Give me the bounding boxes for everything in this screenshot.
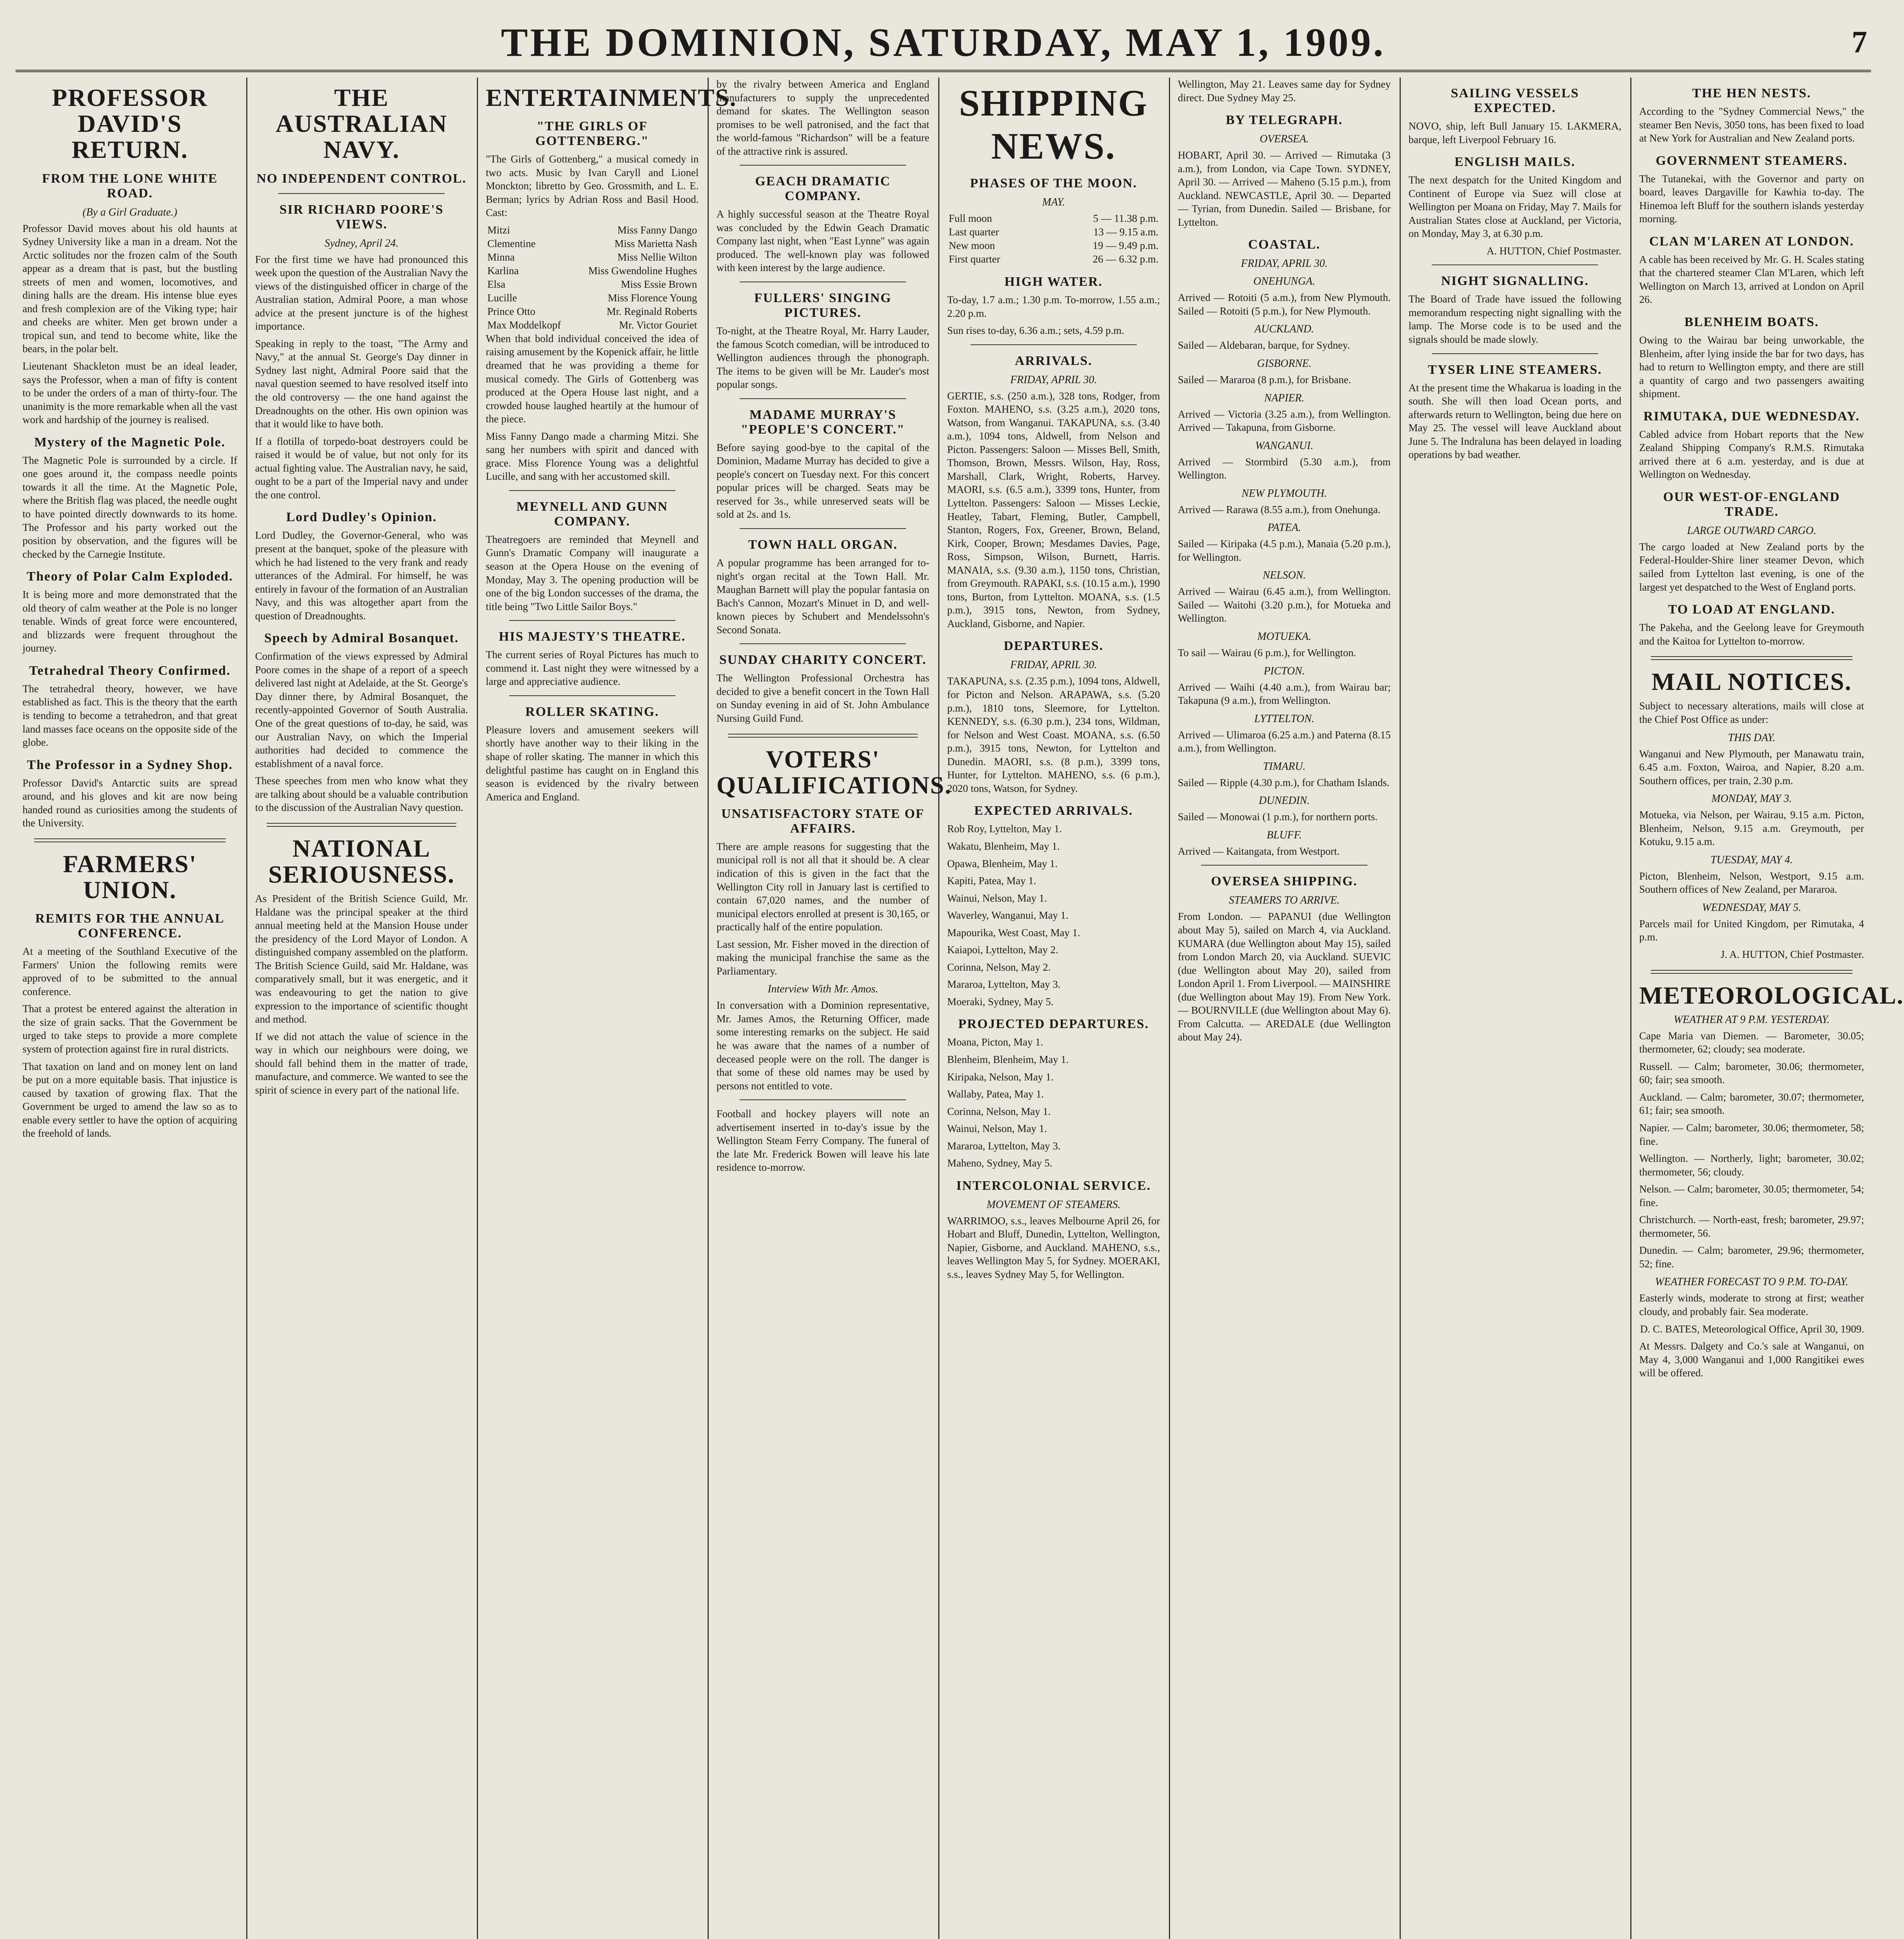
article-paragraph: From London. — PAPANUI (due Wellington about May 5), sailed on March 4, via Auckland. KUMARA (due Wellington about May 15), sailed from London March 20, via Auckland. SUEVIC (due Wellington about May 20), sailed from London April 1. From Liverpool. — MAINSHIRE (due Wellington about May 19). From New York. — BOURNVILLE (due Wellington about May 6). From Calcutta. — AREDALE (due Wellington about May 24). [1178,911,1391,1043]
article-paragraph: If a flotilla of torpedo-boat destroyers could be raised it would be of value, but not only for its actual fighting value. The Australian navy, he said, ought to be a part of the Imperial navy and under the one control. [255,435,468,501]
article-paragraph: "The Girls of Gottenberg," a musical comedy in two acts. Music by Ivan Caryll and Lionel Monckton; libretto by Geo. Grossmith, and L. E. Berman; lyrics by Adrian Ross and Basil Hood. Cast: [486,153,699,219]
article-paragraph: The cargo loaded at New Zealand ports by the Federal-Houlder-Shire liner steamer Devon, which sailed from Lyttelton last evening, is one of the largest yet despatched to the West of England ports. [1639,541,1864,593]
article-paragraph: To-night, at the Theatre Royal, Mr. Harry Lauder, the famous Scotch comedian, will be introduced to Wellington audiences through the phonograph. The items to be given will be Mr. Lauder's most popular songs. [716,325,929,391]
cast-row [486,223,699,237]
article-paragraph: It is being more and more demonstrated that the old theory of calm weather at the Pole is no longer tenable. Winds of great force were encountered, and blizzards were frequent throughout the journey. [22,589,237,654]
port-name: PATEA. [1267,522,1301,534]
cast-row [486,264,699,278]
projected-departures-list [947,1035,1160,1170]
weather-station: Auckland. — Calm; barometer, 30.07; thermometer, 61; fair; sea smooth. [1639,1091,1864,1116]
expected-arrivals-list [947,822,1160,1008]
weather-station: Nelson. — Calm; barometer, 30.05; thermometer, 54; fine. [1639,1183,1864,1208]
section-heading: MADAME MURRAY'S "PEOPLE'S CONCERT." [741,407,905,437]
article-paragraph: The Tutanekai, with the Governor and party on board, leaves Dargaville for Kawhia to-day. The Hinemoa left Bluff for the southern islands yesterday morning. [1639,173,1864,225]
article-headline: MAIL NOTICES. [1651,668,1852,696]
article-subheading: FROM THE LONE WHITE ROAD. [42,171,218,200]
article-paragraph: At Messrs. Dalgety and Co.'s sale at Wanganui, on May 4, 3,000 Wanganui and 1,000 Rangitikei ewes will be offered. [1639,1340,1864,1379]
article-paragraph: At the present time the Whakarua is loading in the south. She will then load Ocean ports, and afterwards return to Wellington, being due here on May 25. The vessel will leave Auckland about June 5. The Indraluna has been delayed in loading operations by bad weather. [1409,382,1621,461]
section-heading: Tetrahedral Theory Confirmed. [29,663,231,678]
weather-station: Russell. — Calm; barometer, 30.06; thermometer, 60; fair; sea smooth. [1639,1060,1864,1086]
section-heading: TYSER LINE STEAMERS. [1428,362,1602,377]
divider [267,823,456,827]
section-heading: BLENHEIM BOATS. [1684,315,1819,330]
date-label: FRIDAY, APRIL 30. [1241,257,1328,270]
performer: Miss Nellie Wilton [617,251,697,263]
role: Karlina [487,264,519,277]
column-4 [709,78,952,1939]
divider [740,643,906,644]
divider [970,344,1137,345]
article-paragraph: WARRIMOO, s.s., leaves Melbourne April 26, for Hobart and Bluff, Dunedin, Lyttelton, Wellington, Napier, Gisborne, and Auckland. MAHENO, s.s., leaves Wellington May 5, for Sydney. MOERAKI, s.s., leaves Sydney May 5, for Wellington. [947,1215,1160,1280]
list-item: Corinna, Nelson, May 2. [947,961,1051,973]
divider [740,165,906,166]
phase-time: 26 — 6.32 p.m. [1093,253,1158,265]
mail-detail: Wanganui and New Plymouth, per Manawatu train, 6.45 a.m. Foxton, Wairoa, and Napier, 8.20 a.m. Southern offices, per train, 2.30 p.m. [1639,748,1864,786]
column-1 [16,78,244,1939]
mail-day: TUESDAY, MAY 4. [1710,854,1793,866]
column-8 [1632,78,1904,1939]
article-paragraph: The Magnetic Pole is surrounded by a circle. If one goes around it, the compass needle points towards it all the time. At the Magnetic Pole, where the British flag was placed, the needle ought to have pointed directly downwards to its home. The Professor and his party worked out the position by observation, and the figures will be checked by the Carnegie Institute. [22,454,237,560]
article-paragraph: Lieutenant Shackleton must be an ideal leader, says the Professor, when a man of fifty is content to be under the orders of a man of thirty-four. The unanimity is the more remarkable when all the vast work and hardship of the journey is realised. [22,360,237,426]
masthead [16,12,1871,72]
section-heading: DEPARTURES. [1003,639,1104,653]
port-name: DUNEDIN. [1258,795,1310,807]
section-heading: MEYNELL AND GUNN COMPANY. [516,499,668,529]
port-report: Arrived — Stormbird (5.30 a.m.), from Wellington. [1178,456,1391,481]
port-report: Arrived — Waihi (4.40 a.m.), from Wairau bar; Takapuna (9 a.m.), from Wellington. [1178,681,1391,707]
article-paragraph: Professor David's Antarctic suits are spread around, and his gloves and kit are now being handed round as curiosities among the students of the University. [22,777,237,829]
article-paragraph: That a protest be entered against the alteration in the size of grain sacks. That the Government be urged to take steps to provide a more complete system of protection against fire in rural districts. [22,1003,237,1055]
port-report: Sailed — Ripple (4.30 p.m.), for Chatham Islands. [1178,776,1390,788]
article-paragraph: There are ample reasons for suggesting that the municipal roll is not all that it should be. A clear indication of this is given in the fact that the Wellington City roll in January last is certified to contain 67,020 names, and the number of municipal electors enrolled at present is 30,165, or practically half of the entire population. [716,840,929,933]
port-name: WANGANUI. [1255,439,1314,452]
newspaper-title: THE DOMINION, SATURDAY, MAY 1, 1909. [501,20,1386,65]
article-subheading: SIR RICHARD POORE'S VIEWS. [279,202,444,232]
section-subheading: WEATHER AT 9 P.M. YESTERDAY. [1673,1013,1830,1026]
article-paragraph: The current series of Royal Pictures has much to commend it. Last night they were witnessed by a large and appreciative audience. [486,649,699,688]
article-paragraph: The tetrahedral theory, however, we have established as fact. This is the theory that the earth is tending to become a tetrahedron, and that great land masses face oceans on the opposite side of the globe. [22,683,237,748]
column-5 [940,78,1167,1939]
phase-time: 5 — 11.38 p.m. [1093,213,1158,224]
port-report: Arrived — Victoria (3.25 a.m.), from Wellington. Arrived — Takapuna, from Gisborne. [1178,408,1391,434]
section-heading: Speech by Admiral Bosanquet. [264,631,459,646]
column-2 [248,78,475,1939]
weather-station: Wellington. — Northerly, light; barometer, 30.02; thermometer, 56; cloudy. [1639,1153,1864,1178]
port-report: Sailed — Monowai (1 p.m.), for northern ports. [1178,811,1378,823]
article-paragraph: Wellington, May 21. Leaves same day for Sydney direct. Due Sydney May 25. [1178,78,1391,104]
port-report: Sailed — Kiripaka (4.5 p.m.), Manaia (5.20 p.m.), for Wellington. [1178,538,1391,563]
signature: D. C. BATES, Meteorological Office, April 30, 1909. [1640,1323,1864,1335]
divider [509,695,675,696]
date-label: FRIDAY, APRIL 30. [1010,373,1097,386]
article-paragraph: The next despatch for the United Kingdom and Continent of Europe via Suez will close at Wellington per Moana on Friday, May 7. Mails for Australian States close at Auckland, per Victoria, on Monday, May 3, at 6.30 p.m. [1409,174,1621,240]
phase: New moon [949,240,995,251]
moon-row [947,225,1160,239]
port-report: To sail — Wairau (6 p.m.), for Wellington. [1178,647,1356,659]
column-rule [708,78,709,1939]
section-heading: EXPECTED ARRIVALS. [974,804,1133,818]
divider [278,193,445,194]
divider [1201,865,1367,866]
section-heading: OUR WEST-OF-ENGLAND TRADE. [1663,489,1840,519]
list-item: Wainui, Nelson, May 1. [947,1123,1047,1135]
dateline: Sydney, April 24. [325,237,399,249]
divider [740,1099,906,1100]
list-item: Waverley, Wanganui, May 1. [947,909,1069,921]
article-paragraph: In conversation with a Dominion representative, Mr. James Amos, the Returning Officer, made some interesting remarks on the subject. He said he was aware that the names of a number of deceased people were on the roll. The danger is that some of these old names may be used by persons not entitled to vote. [716,999,929,1092]
mail-day: THIS DAY. [1728,731,1775,744]
article-paragraph: A highly successful season at the Theatre Royal was concluded by the Edwin Geach Dramatic Company last night, when "East Lynne" was again produced. The well-known play was followed with keen interest by the large audience. [716,208,929,274]
port-report: Arrived — Kaitangata, from Westport. [1178,845,1340,857]
sun-times: Sun rises to-day, 6.36 a.m.; sets, 4.59 p.m. [947,325,1124,337]
column-rule [246,78,247,1939]
section-heading: BY TELEGRAPH. [1226,113,1343,128]
section-subheading: MOVEMENT OF STEAMERS. [986,1198,1121,1211]
section-heading: ENGLISH MAILS. [1454,155,1576,169]
article-paragraph: For the first time we have had pronounced this week upon the question of the Australian Navy the views of the distinguished officer in charge of the Australian station, Admiral Poore, a man whose advice at the present juncture is of the highest importance. [255,253,468,332]
cast-list [486,223,699,332]
article-headline: NATIONAL SERIOUSNESS. [268,834,455,888]
column-6 [1171,78,1398,1939]
section-heading: PHASES OF THE MOON. [970,176,1137,190]
article-paragraph: Confirmation of the views expressed by Admiral Poore comes in the shape of a report of a speech delivered last night at Adelaide, at the St. George's Day dinner there, by Admiral Bosanquet, the recently-appointed Governor of South Australia. One of the great questions of to-day, he said, was our Australian Navy, on which the Imperial authorities had decided to commence the establishment of a naval force. [255,650,468,769]
section-subheading: WEATHER FORECAST TO 9 P.M. TO-DAY. [1655,1276,1849,1288]
weather-station: Christchurch. — North-east, fresh; barometer, 29.97; thermometer, 56. [1639,1214,1864,1239]
section-heading: ARRIVALS. [1015,353,1093,368]
article-paragraph: According to the "Sydney Commercial News," the steamer Ben Nevis, 3050 tons, has been fixed to load at New York for Australian and New Zealand ports. [1639,105,1864,144]
article-paragraph: The Wellington Professional Orchestra has decided to give a benefit concert in the Town Hall on Sunday evening in aid of St. John Ambulance Nursing Guild Fund. [716,672,929,724]
column-rule [1630,78,1631,1939]
section-heading: TO LOAD AT ENGLAND. [1668,602,1835,617]
moon-phases-table [947,212,1160,266]
performer: Miss Fanny Dango [617,224,697,236]
list-item: Corinna, Nelson, May 1. [947,1105,1051,1117]
list-item: Mararoa, Lyttelton, May 3. [947,978,1061,990]
article-subheading: "THE GIRLS OF GOTTENBERG." [535,119,649,149]
article-subheading: REMITS FOR THE ANNUAL CONFERENCE. [35,911,225,941]
port-name: TIMARU. [1263,760,1306,772]
month-label: MAY. [1042,196,1065,208]
section-subheading: STEAMERS TO ARRIVE. [1229,894,1340,907]
port-report: Arrived — Wairau (6.45 a.m.), from Wellington. Sailed — Waitohi (3.20 p.m.), for Motueka and Wellington. [1178,586,1391,624]
port-name: NELSON. [1262,569,1306,582]
date-label: FRIDAY, APRIL 30. [1010,659,1097,671]
arrivals-text: GERTIE, s.s. (250 a.m.), 328 tons, Rodger, from Foxton. MAHENO, s.s. (3.25 a.m.), 2020 tons, Watson, from Wanganui. TAKAPUNA, s.s. (3.40 a.m.), 1094 tons, Aldwell, from Nelson and Picton. Passengers: Saloon — Misses Bell, Smith, Thomson, Brown, Messrs. Wilson, Hay, Ross, Marshall, Clark, Wright, Roberts, Harvey. MAORI, s.s. (6.5 a.m.), 3399 tons, Hunter, from Lyttelton. Passengers: Saloon — Misses Leckie, Heatley, Tabart, Fleming, Butler, Campbell, Stanton, Rogers, Fox, Greener, Brown, Beland, Kirk, Cooper, Brown; Mesdames Davies, Page, Ross, Simpson, Wilson, Burnett, Harris. MANAIA, s.s. (9.30 a.m.), 1150 tons, Christian, from Greymouth. RAPAKI, s.s. (10.15 a.m.), 1990 tons, Burton, from Lyttelton. MOANA, s.s. (1.5 p.m.), 3915 tons, Newton, from Sydney, Auckland, Gisborne, and Napier. [947,390,1160,629]
divider [1651,970,1852,974]
departures-text: TAKAPUNA, s.s. (2.35 p.m.), 1094 tons, Aldwell, for Picton and Nelson. ARAPAWA, s.s. (5.20 p.m.), 1810 tons, Sleemore, for Lyttelton. KENNEDY, s.s. (6.30 p.m.), 234 tons, Wildman, for Nelson and West Coast. MOANA, s.s. (6.50 p.m.), 3915 tons, Newton, for Lyttelton and Dunedin. MAORI, s.s. (8 p.m.), 3399 tons, Hunter, for Lyttelton. MAHENO, s.s. (6 p.m.), 2020 tons, Watson, for Sydney. [947,675,1160,794]
shipping-news-title: SHIPPING NEWS. [959,82,1148,167]
divider [509,620,675,621]
cast-row [486,318,699,332]
section-heading: NIGHT SIGNALLING. [1441,274,1589,289]
role: Max Moddelkopf [487,319,561,331]
mail-detail: Picton, Blenheim, Nelson, Westport, 9.15 a.m. Southern offices of New Zealand, per Mararoa. [1639,870,1864,895]
list-item: Rob Roy, Lyttelton, May 1. [947,823,1062,835]
role: Elsa [487,278,506,290]
list-item: Kiripaka, Nelson, May 1. [947,1071,1054,1083]
coastal-ports [1178,275,1391,858]
article-headline: METEOROLOGICAL. [1639,981,1904,1009]
article-headline: VOTERS' QUALIFICATIONS. [716,745,952,799]
section-heading: FULLERS' SINGING PICTURES. [754,291,892,320]
moon-row [947,239,1160,252]
article-paragraph: That taxation on land and on money lent on land be put on a more equitable basis. That injustice is caused by taxation of growing flax. That the Government be urged to amend the law so as to enable every settler to have the option of acquiring the freehold of lands. [22,1060,237,1139]
weather-station: Cape Maria van Diemen. — Barometer, 30.05; thermometer, 62; cloudy; sea moderate. [1639,1030,1864,1055]
section-subheading: LARGE OUTWARD CARGO. [1687,524,1816,537]
role: Prince Otto [487,305,535,317]
section-heading: Theory of Polar Calm Exploded. [26,569,233,584]
moon-row [947,252,1160,266]
port-name: PICTON. [1264,665,1305,677]
port-name: NAPIER. [1264,392,1305,404]
section-heading: HIGH WATER. [1004,275,1103,289]
section-heading: COASTAL. [1248,237,1321,252]
article-paragraph: The Pakeha, and the Geelong leave for Greymouth and the Kaitoa for Lyttelton to-morrow. [1639,622,1864,647]
list-item: Wallaby, Patea, May 1. [947,1088,1044,1100]
weather-reports [1639,1029,1864,1271]
column-7 [1402,78,1628,1939]
list-item: Maheno, Sydney, May 5. [947,1157,1053,1169]
section-heading: SAILING VESSELS EXPECTED. [1451,86,1579,115]
performer: Miss Essie Brown [621,278,697,290]
article-paragraph: Last session, Mr. Fisher moved in the direction of making the municipal franchise the same as the Parliamentary. [716,938,929,977]
cast-row [486,237,699,251]
port-report: Arrived — Rarawa (8.55 a.m.), from Onehunga. [1178,503,1381,515]
section-heading: PROJECTED DEPARTURES. [958,1017,1149,1032]
article-headline: THE AUSTRALIAN NAVY. [275,84,448,164]
port-name: LYTTELTON. [1254,712,1314,725]
port-name: MOTUEKA. [1257,631,1312,643]
list-item: Kaiapoi, Lyttelton, May 2. [947,944,1058,956]
section-heading: Lord Dudley's Opinion. [286,510,437,525]
weather-station: Dunedin. — Calm; barometer, 29.96; thermometer, 52; fine. [1639,1244,1864,1270]
performer: Miss Gwendoline Hughes [588,264,697,277]
article-paragraph: Theatregoers are reminded that Meynell and Gunn's Dramatic Company will inaugurate a season at the Opera House on the evening of Monday, May 3. The opening production will be one of the big London successes of the drama, the title being "Two Little Sailor Boys." [486,533,699,612]
article-paragraph: At a meeting of the Southland Executive of the Farmers' Union the following remits were approved of to be submitted to the annual conference. [22,945,237,997]
mail-detail: Motueka, via Nelson, per Wairau, 9.15 a.m. Picton, Blenheim, Nelson, 9.15 a.m. Greymouth, per Kotuku, 9.15 a.m. [1639,809,1864,848]
section-heading: THE HEN NESTS. [1692,86,1811,100]
mail-day: WEDNESDAY, MAY 5. [1702,901,1801,914]
column-rule [1400,78,1401,1939]
page-number: 7 [1852,25,1867,59]
port-name: NEW PLYMOUTH. [1241,487,1327,499]
article-paragraph: HOBART, April 30. — Arrived — Rimutaka (3 a.m.), from London, via Cape Town. SYDNEY, April 30. — Arrived — Maheno (5.15 p.m.), from Auckland. NEWCASTLE, April 30. — Departed — Tyrian, from Dunedin. Sailed — Brisbane, for Lyttelton. [1178,149,1391,228]
section-heading: OVERSEA SHIPPING. [1211,874,1358,889]
article-paragraph: Subject to necessary alterations, mails will close at the Chief Post Office as under: [1639,700,1864,725]
signature: A. HUTTON, Chief Postmaster. [1486,245,1621,257]
section-subheading: OVERSEA. [1260,133,1309,145]
column-rule [477,78,478,1939]
mail-schedule [1639,732,1864,944]
phase: First quarter [949,253,1000,265]
cast-row [486,251,699,264]
article-paragraph: A popular programme has been arranged for to-night's organ recital at the Town Hall. Mr. Maughan Barnett will play the popular fantasia on Bach's Cannon, Mozart's Minuet in D, and well-known pieces by Schubert and Mendelssohn's Second Sonata. [716,557,929,636]
phase: Last quarter [949,226,999,238]
article-paragraph: NOVO, ship, left Bull January 15. LAKMERA, barque, left Liverpool February 16. [1409,120,1621,145]
article-paragraph: Football and hockey players will note an advertisement inserted in to-day's issue by the Wellington Steam Ferry Company. The funeral of the late Mr. Frederick Bowen will leave his late residence to-morrow. [716,1108,929,1173]
article-paragraph: Before saying good-bye to the capital of the Dominion, Madame Murray has decided to give a people's concert on Tuesday next. For this concert popular prices will be charged. Seats may be reserved for 3s., while unreserved seats will be sold at 2s. and 1s. [716,441,929,520]
divider [1432,353,1598,354]
column-rule [938,78,939,1939]
article-headline: PROFESSOR DAVID'S RETURN. [52,84,208,164]
signature: J. A. HUTTON, Chief Postmaster. [1721,948,1864,960]
performer: Miss Marietta Nash [615,237,697,249]
divider [728,734,918,738]
section-heading: CLAN M'LAREN AT LONDON. [1649,234,1854,249]
cast-row [486,278,699,291]
list-item: Mapourika, West Coast, May 1. [947,926,1081,938]
list-item: Wainui, Nelson, May 1. [947,892,1047,904]
article-paragraph: Speaking in reply to the toast, "The Army and Navy," at the annual St. George's Day dinner in Sydney last night, Admiral Poore said that the naval question seemed to have resolved itself into the old controversy — the one hand against the Dreadnoughts on the other. His own opinion was that it would like to have both. [255,337,468,430]
byline: (By a Girl Graduate.) [82,206,178,218]
column-rule [1169,78,1170,1939]
port-name: ONEHUNGA. [1253,275,1315,288]
port-report: Arrived — Ulimaroa (6.25 a.m.) and Paterna (8.15 a.m.), from Wellington. [1178,729,1391,754]
list-item: Wakatu, Blenheim, May 1. [947,840,1060,852]
list-item: Moeraki, Sydney, May 5. [947,995,1054,1008]
article-paragraph: Professor David moves about his old haunts at Sydney University like a man in a dream. Not the Arctic solitudes nor the frozen calm of the South appear as a dream that is past, but the bustling streets of men and women, locomotives, and dining halls are the dream. His intense blue eyes and fresh complexion are of the Viking type; hair and cheeks are whiter. Men get brown under a tropical sun, and tend to become white, like the bears, in the polar belt. [22,222,237,355]
section-heading: GOVERNMENT STEAMERS. [1655,153,1848,168]
divider [1651,656,1852,660]
column-3 [479,78,737,1939]
role: Clementine [487,237,536,249]
port-name: AUCKLAND. [1254,323,1314,335]
article-subheading: UNSATISFACTORY STATE OF AFFAIRS. [721,806,925,836]
cast-row [486,291,699,305]
phase: Full moon [949,213,992,224]
phase-time: 13 — 9.15 a.m. [1093,226,1158,238]
port-name: GISBORNE. [1257,358,1312,370]
article-paragraph: The Board of Trade have issued the following memorandum respecting night signalling with the lamp. The Morse code is to be used and the signals should be made slowly. [1409,293,1621,346]
role: Lucille [487,292,517,304]
role: Minna [487,251,515,263]
port-report: Sailed — Mararoa (8 p.m.), for Brisbane. [1178,374,1351,386]
article-paragraph: Owing to the Wairau bar being unworkable, the Blenheim, after lying inside the bar for two days, has had to return to Wellington empty, and there are still a quantity of cargo and two passengers awaiting shipment. [1639,334,1864,400]
article-paragraph: These speeches from men who know what they are talking about should be a valuable contribution to the discussion of the Australian Navy question. [255,775,468,814]
performer: Miss Florence Young [608,292,697,304]
article-headline: ENTERTAINMENTS. [486,84,737,111]
mail-detail: Parcels mail for United Kingdom, per Rimutaka, 4 p.m. [1639,918,1864,943]
article-subheading: NO INDEPENDENT CONTROL. [256,171,467,186]
port-report: Sailed — Aldebaran, barque, for Sydney. [1178,339,1350,351]
divider [34,838,226,842]
article-paragraph: As President of the British Science Guild, Mr. Haldane was the principal speaker at the third annual meeting held at the Mansion House under the presidency of the Lord Mayor of London. A distinguished company assembled on the platform. The British Science Guild, said Mr. Haldane, was comparatively small, but it was energetic, and it was endeavouring to get the nation to give expression to the importance of scientific thought and method. [255,893,468,1025]
article-paragraph: by the rivalry between America and England manufacturers to supply the unprecedented demand for skates. The Wellington season promises to be well patronised, and the fact that the world-famous "Richardson" will be a feature of the attractive rink is assured. [716,78,929,157]
section-heading: The Professor in a Sydney Shop. [27,757,233,772]
section-heading: HIS MAJESTY'S THEATRE. [499,629,686,644]
cast-row [486,305,699,318]
performer: Mr. Victor Gouriet [619,319,697,331]
list-item: Moana, Picton, May 1. [947,1036,1043,1048]
phase-time: 19 — 9.49 p.m. [1093,240,1158,251]
divider [1432,264,1598,265]
list-item: Opawa, Blenheim, May 1. [947,857,1058,869]
performer: Mr. Reginald Roberts [606,305,697,317]
section-heading: ROLLER SKATING. [525,704,659,719]
divider [509,490,675,491]
list-item: Kapiti, Patea, May 1. [947,875,1036,887]
article-paragraph: Lord Dudley, the Governor-General, who was present at the banquet, spoke of the pleasure with which he had listened to the very frank and ready utterances of the Admiral. For himself, he was entirely in favour of the formation of an Australian Navy, and this was altogether apart from the question of Dreadnoughts. [255,529,468,622]
divider [740,528,906,529]
article-paragraph: When that bold individual conceived the idea of raising amusement by the Kopenick affair, he little dreamed that he was providing a theme for musical comedy. The Girls of Gottenberg was produced at the Opera House last night, and a crowded house laughed heartily at the humour of the piece. [486,332,699,425]
section-heading: TOWN HALL ORGAN. [748,537,898,552]
article-paragraph: If we did not attach the value of science in the way in which our neighbours were doing, we should fall behind them in the matter of trade, manufacture, and commerce. We wanted to see the spirit of science in every part of the national life. [255,1030,468,1096]
list-item: Blenheim, Blenheim, May 1. [947,1053,1069,1065]
divider [740,398,906,399]
article-paragraph: Cabled advice from Hobart reports that the New Zealand Shipping Company's R.M.S. Rimutaka arrived there at 6 a.m. yesterday, and is due at Wellington on Wednesday. [1639,428,1864,480]
weather-station: Napier. — Calm; barometer, 30.06; thermometer, 58; fine. [1639,1122,1864,1147]
port-report: Arrived — Rotoiti (5 a.m.), from New Plymouth. Sailed — Rotoiti (5 p.m.), for New Plymouth. [1178,292,1391,317]
port-name: BLUFF. [1267,829,1302,841]
article-headline: FARMERS' UNION. [63,850,197,904]
section-heading: SUNDAY CHARITY CONCERT. [719,653,927,667]
high-water-times: To-day, 1.7 a.m.; 1.30 p.m. To-morrow, 1.55 a.m.; 2.20 p.m. [947,294,1160,319]
article-paragraph: A cable has been received by Mr. G. H. Scales stating that the chartered steamer Clan M'Laren, which left Wellington on March 13, arrived at London on April 26. [1639,253,1864,306]
moon-row [947,212,1160,225]
section-heading: INTERCOLONIAL SERVICE. [956,1178,1151,1193]
list-item: Mararoa, Lyttelton, May 3. [947,1140,1061,1152]
role: Mitzi [487,224,510,236]
article-paragraph: Pleasure lovers and amusement seekers will shortly have another way to their liking in the shape of roller skating. The manner in which this delightful pastime has caught on in England this season is evidenced by the rivalry between America and England. [486,724,699,803]
forecast-text: Easterly winds, moderate to strong at first; weather cloudy, and probably fair. Sea moderate. [1639,1292,1864,1317]
section-heading: Interview With Mr. Amos. [768,983,878,995]
section-heading: GEACH DRAMATIC COMPANY. [755,174,891,204]
section-heading: RIMUTAKA, DUE WEDNESDAY. [1643,409,1860,423]
mail-day: MONDAY, MAY 3. [1711,793,1792,805]
section-heading: Mystery of the Magnetic Pole. [34,435,226,449]
article-paragraph: Miss Fanny Dango made a charming Mitzi. She sang her numbers with spirit and danced with grace. Miss Florence Young was a delightful Lucille, and sang with her accustomed skill. [486,430,699,482]
